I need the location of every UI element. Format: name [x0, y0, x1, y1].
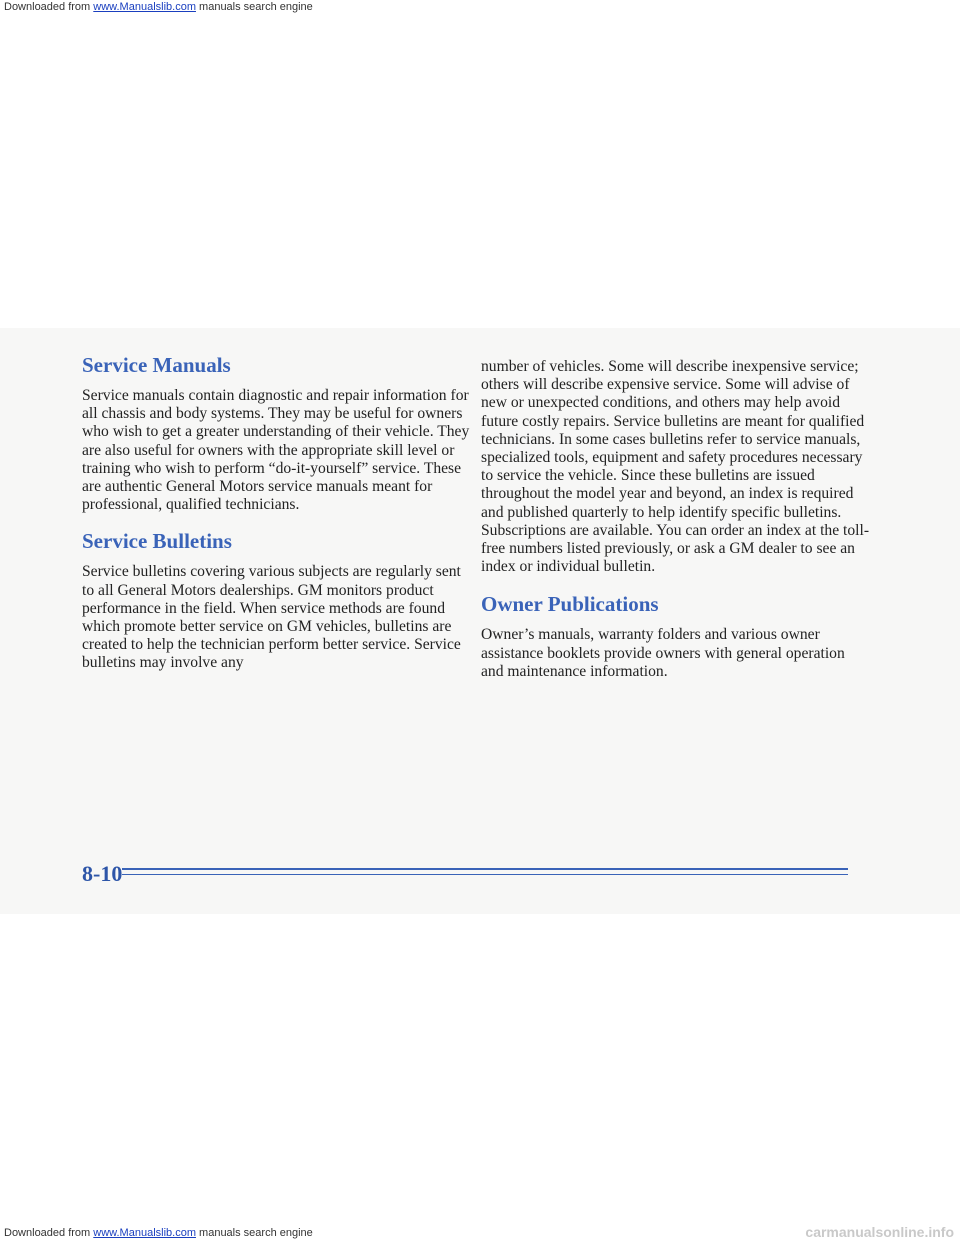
- heading-owner-publications: Owner Publications: [481, 592, 659, 617]
- section-service-bulletins: [82, 528, 472, 672]
- banner-prefix: Downloaded from: [4, 1, 94, 13]
- manualslib-link[interactable]: www.Manualslib.com: [93, 1, 196, 13]
- watermark-logo: carmanualsonline.info: [805, 1224, 954, 1240]
- banner-prefix-bottom: Downloaded from: [4, 1227, 94, 1239]
- download-banner-top: [4, 0, 313, 14]
- section-service-manuals: [82, 352, 472, 514]
- heading-service-manuals: Service Manuals: [82, 353, 231, 377]
- heading-service-bulletins: Service Bulletins: [82, 529, 232, 554]
- footer-rule-thick: [122, 868, 848, 870]
- footer-rule: [122, 868, 848, 877]
- paragraph-service-bulletins: Service bulletins covering various subjects are regularly sent to all General Motors dealerships. GM monitors product performance in the field. When service methods are found which promote better service on GM vehicles, bulletins are created to help the technician perform better service. Service bulletins may involve any: [82, 563, 461, 672]
- download-banner-bottom: [4, 1226, 313, 1240]
- banner-suffix: manuals search engine: [195, 1, 313, 13]
- footer-rule-thin: [122, 874, 848, 875]
- paragraph-owner-publications: Owner’s manuals, warranty folders and various owner assistance booklets provide owners with general operation and maintenance information.: [481, 626, 845, 680]
- paragraph-service-manuals: Service manuals contain diagnostic and repair information for all chassis and body systems. They may be useful for owners who wish to get a greater understanding of their vehicle. They are also useful for owners with the appropriate skill level or training who wish to perform “do-it-yourself” service. These are authentic General Motors service manuals meant for professional, qualified technicians.: [82, 387, 470, 514]
- banner-suffix-bottom: manuals search engine: [195, 1227, 313, 1239]
- right-column: [481, 358, 871, 681]
- left-column: [82, 352, 472, 673]
- manualslib-link-bottom[interactable]: www.Manualslib.com: [93, 1227, 196, 1239]
- paragraph-service-bulletins-continued: number of vehicles. Some will describe inexpensive service; others will describe expensive service. Some will advise of new or unexpected conditions, and others may help avoid future costly repairs. Service bulletins are meant for qualified technicians. In some cases bulletins refer to service manuals, specialized tools, equipment and safety procedures necessary to service the vehicle. Since these bulletins are issued throughout the model year and beyond, an index is required and published quarterly to help identify specific bulletins. Subscriptions are available. You can order an index at the toll-free numbers listed previously, or ask a GM dealer to see an index or individual bulletin.: [481, 358, 870, 576]
- page-number: 8-10: [82, 861, 123, 886]
